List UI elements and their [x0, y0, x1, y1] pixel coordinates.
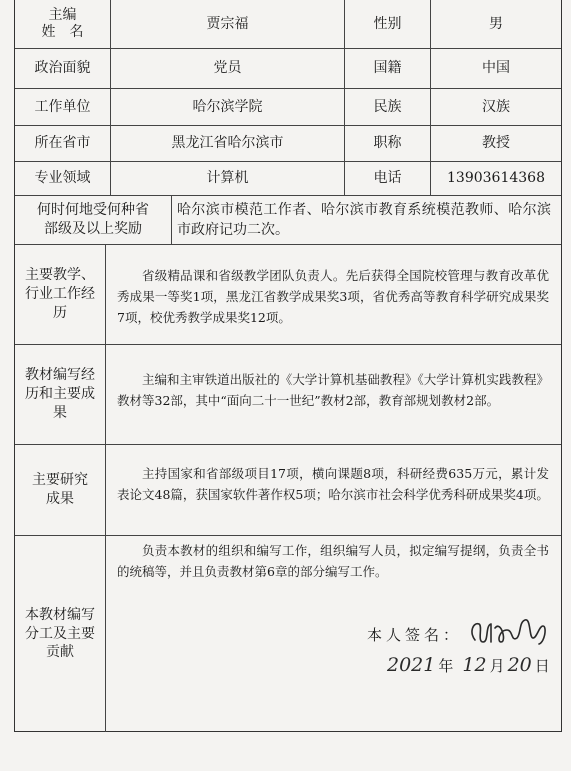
signature-label: 本人签名：: [367, 626, 463, 644]
value-ethnicity: 汉族: [482, 98, 510, 115]
row-employer: [15, 89, 561, 126]
label-gender: 性别: [345, 0, 431, 48]
label-ethnicity: 民族: [345, 89, 431, 125]
row-teaching: [15, 245, 561, 345]
row-name: [15, 0, 561, 49]
date-year: 2021: [387, 654, 436, 676]
label-location: 所在省市: [15, 126, 111, 161]
label-nationality: 国籍: [345, 49, 431, 88]
textbook-text: 主编和主审铁道出版社的《大学计算机基础教程》《大学计算机实践教程》教材等32部，其中“面向二十一世纪”教材2部，教育部规划教材2部。: [117, 372, 549, 408]
value-field: 计算机: [111, 162, 345, 195]
value-phone: 13903614368: [447, 170, 545, 187]
date-month: 12: [462, 654, 487, 676]
research-text: 主持国家和省部级项目17项，横向课题8项，科研经费635万元，累计发表论文48篇，获国家软件著作权5项；哈尔滨市社会科学优秀科研成果奖4项。: [117, 466, 549, 502]
signature-image: [467, 612, 553, 652]
date-day: 20: [507, 654, 532, 676]
label-politics: 政治面貌: [15, 49, 111, 88]
label-contribution: [15, 536, 106, 732]
label-editor-name: [15, 0, 111, 48]
label-employer: 工作单位: [15, 89, 111, 125]
label-name: 姓 名: [41, 24, 84, 40]
row-research: [15, 445, 561, 536]
label-research: [15, 445, 106, 535]
label-teaching-text: 主要教学、行业工作经历: [25, 267, 95, 321]
label-teaching: [15, 245, 106, 344]
row-location: [15, 126, 561, 162]
label-phone: 电话: [345, 162, 431, 195]
row-textbook: [15, 345, 561, 445]
date-month-unit: 月: [489, 657, 505, 675]
value-location: 黑龙江省哈尔滨市: [111, 126, 345, 161]
label-field: 专业领域: [15, 162, 111, 195]
contribution-text: 负责本教材的组织和编写工作，组织编写人员，拟定编写提纲，负责全书的统稿等，并且负责教材第6章的部分编写工作。: [117, 543, 549, 579]
value-gender: 男: [489, 15, 503, 32]
label-textbook: [15, 345, 106, 444]
label-editor: 主编: [48, 6, 77, 23]
label-contribution-text: 本教材编写分工及主要贡献: [25, 606, 95, 661]
value-employer: 哈尔滨学院: [111, 89, 345, 125]
value-politics: 党员: [111, 49, 345, 88]
label-research-text: 主要研究成果: [32, 472, 88, 507]
value-name: 贾宗福: [111, 0, 345, 48]
row-politics: [15, 49, 561, 89]
row-awards: [15, 196, 561, 245]
label-awards: [15, 196, 172, 244]
value-title: 教授: [482, 135, 510, 152]
awards-text: 哈尔滨市模范工作者、哈尔滨市教育系统模范教师、哈尔滨市政府记功二次。: [177, 202, 551, 238]
label-textbook-text: 教材编写经历和主要成果: [25, 367, 95, 421]
teaching-text: 省级精品课和省级教学团队负责人。先后获得全国院校管理与教育改革优秀成果一等奖1项，黑龙江省教学成果奖3项，省优秀高等教育科学研究成果奖7项，校优秀教学成果奖12项。: [117, 268, 549, 325]
date-year-unit: 年: [438, 657, 454, 675]
value-nationality: 中国: [482, 60, 510, 77]
label-awards-text: 何时何地受何种省部级及以上奖励: [37, 202, 149, 237]
row-field: [15, 162, 561, 196]
info-form: [14, 0, 562, 732]
date-day-unit: 日: [534, 657, 550, 675]
label-title: 职称: [345, 126, 431, 161]
row-contribution: [15, 536, 561, 732]
signature-date: [387, 654, 550, 676]
